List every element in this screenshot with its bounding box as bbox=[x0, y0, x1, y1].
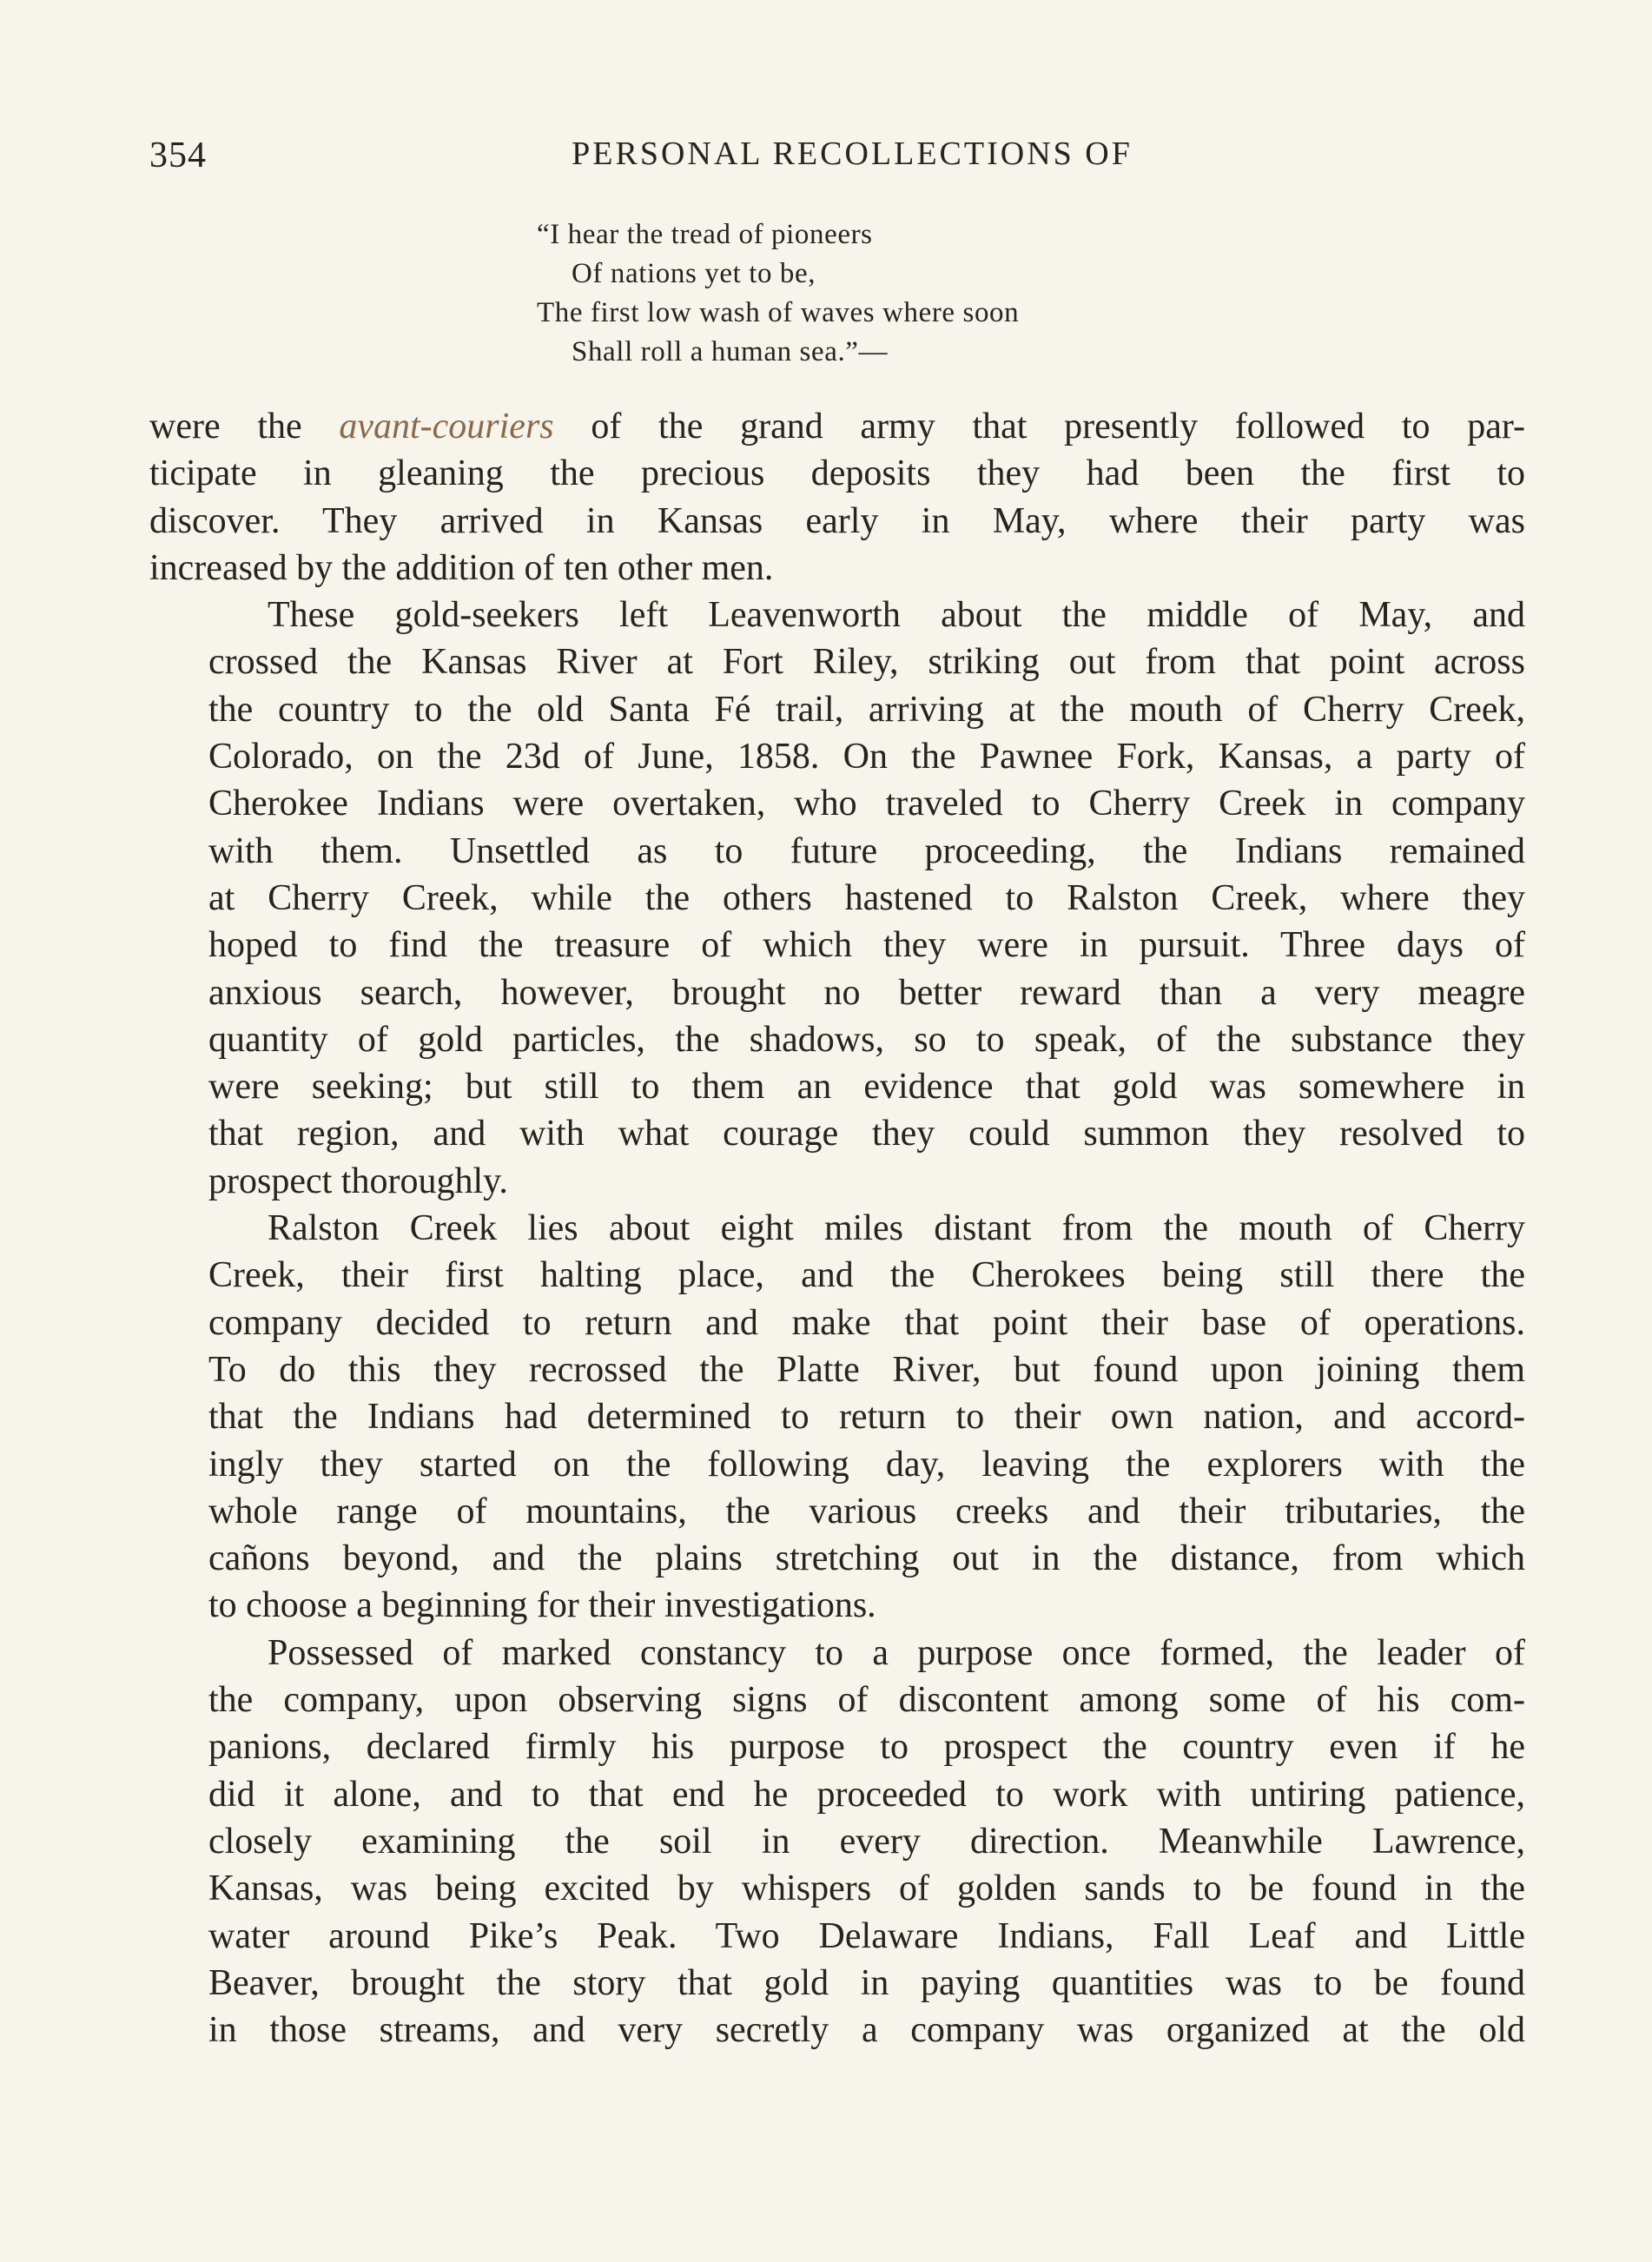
text-line: prospect thoroughly. bbox=[208, 1161, 508, 1201]
paragraph bbox=[149, 1630, 1525, 2054]
verse-line: The first low wash of waves where soon bbox=[537, 297, 1020, 328]
text-line: ingly they started on the following day, leaving the explorers with the bbox=[208, 1444, 1525, 1485]
text-line: the company, upon observing signs of discontent among some of his com- bbox=[208, 1680, 1525, 1721]
paragraph bbox=[149, 1205, 1525, 1630]
text-line: cañons beyond, and the plains stretching out in the distance, from which bbox=[208, 1538, 1525, 1579]
text-line: the country to the old Santa Fé trail, arriving at the mouth of Cherry Creek, bbox=[208, 689, 1525, 730]
text-line: hoped to find the treasure of which they were in pursuit. Three days of bbox=[208, 925, 1525, 966]
text-line: ticipate in gleaning the precious deposits they had been the first to bbox=[149, 453, 1525, 494]
text-line: crossed the Kansas River at Fort Riley, striking out from that point across bbox=[208, 642, 1525, 683]
text-line: with them. Unsettled as to future proceeding, the Indians remained bbox=[208, 830, 1525, 871]
running-head: PERSONAL RECOLLECTIONS OF bbox=[572, 136, 1133, 172]
verse-line: “I hear the tread of pioneers bbox=[537, 219, 873, 250]
text-line: to choose a beginning for their investigations. bbox=[208, 1585, 876, 1626]
paragraph bbox=[149, 450, 1525, 592]
paragraph bbox=[149, 592, 1525, 1205]
text-line: company decided to return and make that point their base of operations. bbox=[208, 1302, 1525, 1343]
text-line: anxious search, however, brought no better reward than a very meagre bbox=[208, 972, 1525, 1013]
text-line: discover. They arrived in Kansas early in May, where their party was bbox=[149, 500, 1525, 541]
text-line: These gold-seekers left Leavenworth about the middle of May, and bbox=[268, 595, 1525, 636]
body-text bbox=[149, 403, 1525, 2054]
verse-line: Shall roll a human sea.”— bbox=[572, 336, 889, 367]
verse-line: Of nations yet to be, bbox=[572, 258, 816, 289]
text-line: Beaver, brought the story that gold in paying quantities was to be found bbox=[208, 1962, 1525, 2003]
text-line: To do this they recrossed the Platte River, but found upon joining them bbox=[208, 1349, 1525, 1390]
text-line: were seeking; but still to them an evidence that gold was somewhere in bbox=[208, 1067, 1525, 1108]
text-line: quantity of gold particles, the shadows, so to speak, of the substance they bbox=[208, 1019, 1525, 1060]
text-line: that the Indians had determined to return to their own nation, and accord- bbox=[208, 1397, 1525, 1438]
text-line: water around Pike’s Peak. Two Delaware Indians, Fall Leaf and Little bbox=[208, 1915, 1525, 1956]
italic-term: avant-couriers bbox=[339, 407, 554, 446]
text-line: Possessed of marked constancy to a purpose once formed, the leader of bbox=[268, 1632, 1525, 1673]
text-line: did it alone, and to that end he proceeded to work with untiring patience, bbox=[208, 1774, 1525, 1815]
text-line: in those streams, and very secretly a company was organized at the old bbox=[208, 2010, 1525, 2051]
epigraph-verse bbox=[537, 215, 1019, 372]
text-line bbox=[149, 403, 1525, 450]
text-line: increased by the addition of ten other men. bbox=[149, 547, 774, 588]
text-line: Creek, their first halting place, and the Cherokees being still there the bbox=[208, 1255, 1525, 1296]
text-line: whole range of mountains, the various creeks and their tributaries, the bbox=[208, 1491, 1525, 1531]
text-line: closely examining the soil in every direction. Meanwhile Lawrence, bbox=[208, 1821, 1525, 1862]
page-number: 354 bbox=[149, 136, 207, 175]
text-span: of the grand army that presently followed to par- bbox=[553, 407, 1525, 446]
text-line: at Cherry Creek, while the others hastened to Ralston Creek, where they bbox=[208, 877, 1525, 918]
text-span: were the bbox=[149, 407, 340, 446]
text-line: Cherokee Indians were overtaken, who traveled to Cherry Creek in company bbox=[208, 784, 1525, 824]
text-line: Colorado, on the 23d of June, 1858. On the Pawnee Fork, Kansas, a party of bbox=[208, 737, 1525, 777]
text-line: Kansas, was being excited by whispers of golden sands to be found in the bbox=[208, 1868, 1525, 1909]
text-line: that region, and with what courage they could summon they resolved to bbox=[208, 1114, 1525, 1154]
text-line: Ralston Creek lies about eight miles distant from the mouth of Cherry bbox=[268, 1208, 1525, 1249]
text-line: panions, declared firmly his purpose to prospect the country even if he bbox=[208, 1727, 1525, 1768]
